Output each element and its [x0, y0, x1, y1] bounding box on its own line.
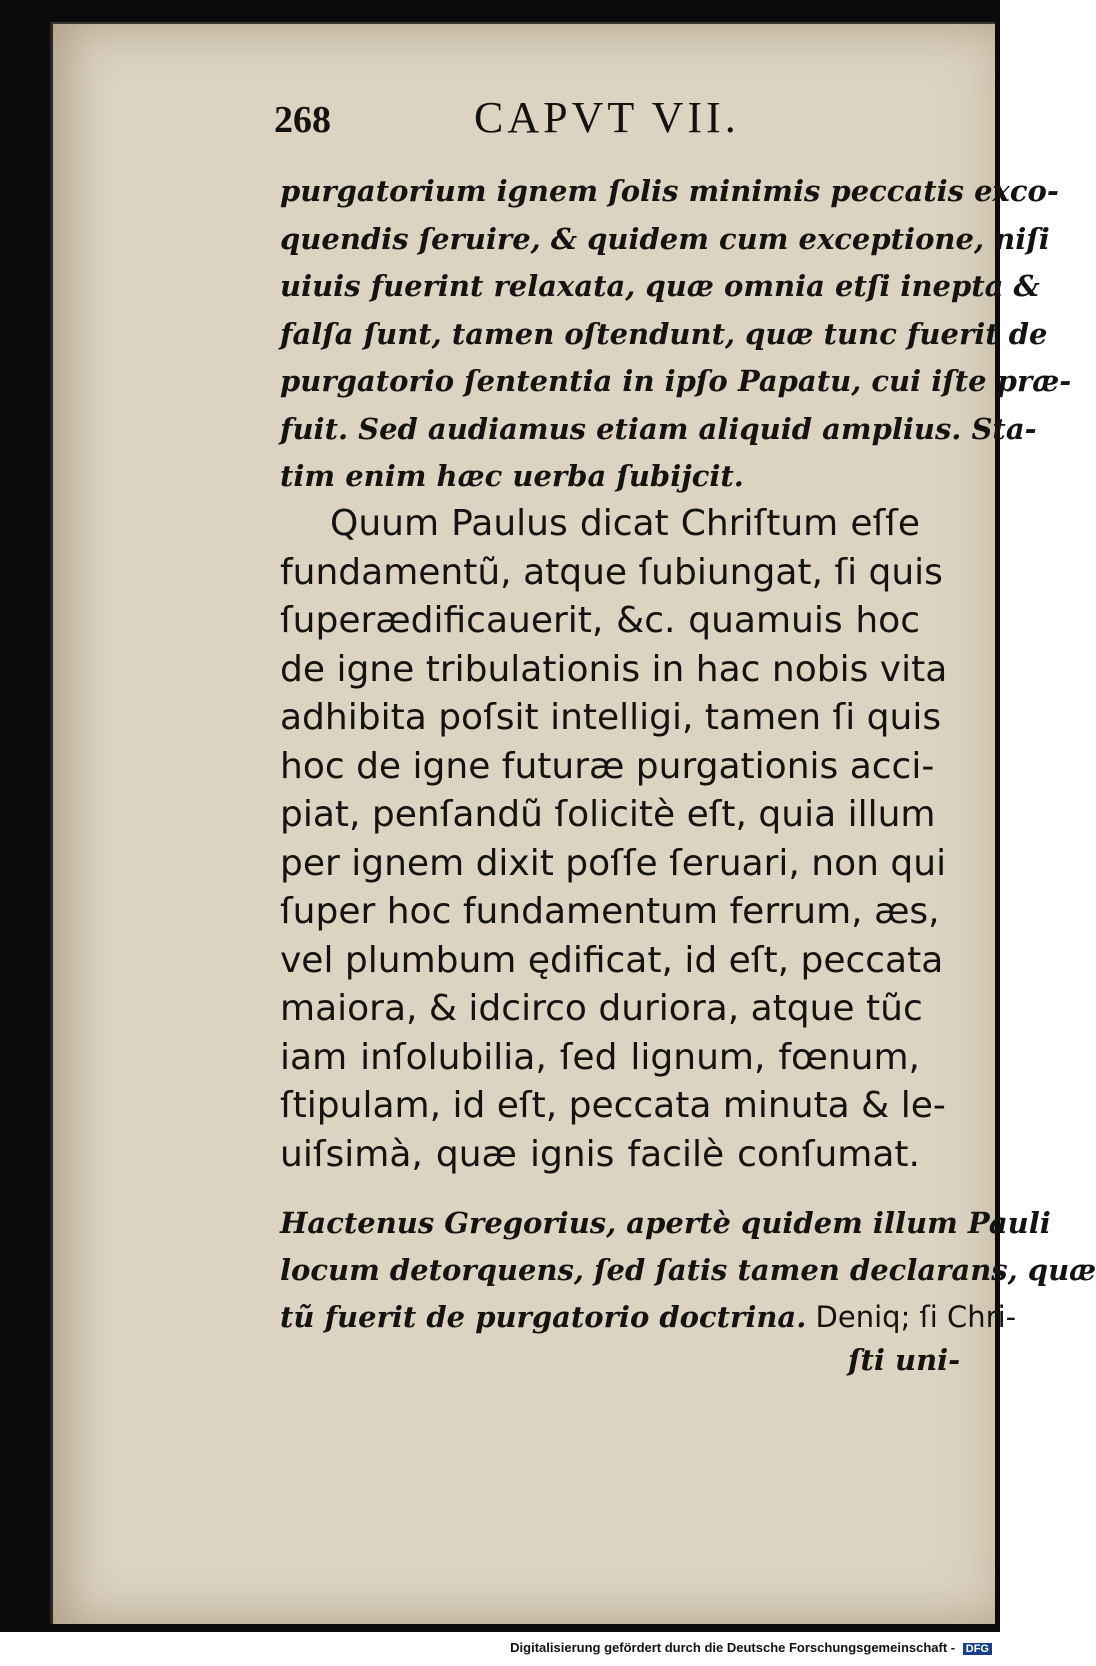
text-line: ſuperædificauerit, &c. quamuis hoc	[280, 600, 920, 641]
text-line: tũ fuerit de purgatorio doctrina.	[280, 1300, 807, 1334]
paragraph-italic-intro	[280, 168, 1072, 501]
text-line: piat, penſandũ ſolicitè eſt, quia illum	[280, 794, 936, 835]
running-head	[274, 92, 914, 142]
text-line: adhibita poſsit intelligi, tamen ſi quis	[280, 697, 942, 738]
text-line: quendis ſeruire, & quidem cum exceptione, niſi	[280, 221, 1050, 256]
credit-text: Digitalisierung gefördert durch die Deutsche Forschungsgemeinschaft -	[510, 1640, 956, 1655]
text-line: purgatorium ignem ſolis minimis peccatis exco-	[280, 174, 1059, 208]
text-line: per ignem dixit poſſe ſeruari, non qui	[280, 842, 947, 884]
text-line: Hactenus Gregorius, apertè quidem illum Pauli	[280, 1206, 1051, 1240]
text-line: fundamentũ, atque ſubiungat, ſi quis	[280, 551, 943, 593]
paragraph-italic-commentary	[280, 1200, 1096, 1341]
text-line: vel plumbum ędificat, id eſt, peccata	[280, 939, 944, 981]
text-line: Quum Paulus dicat Chriſtum eſſe	[330, 503, 920, 544]
text-line: uiuis fuerint relaxata, quæ omnia etſi inepta &	[280, 269, 1040, 303]
text-line: iam inſolubilia, ſed lignum, fœnum,	[280, 1036, 920, 1078]
text-line: purgatorio ſententia in ipſo Papatu, cui iſte præ-	[280, 364, 1072, 398]
text-line: locum detorquens, ſed ſatis tamen declarans, quæ	[280, 1253, 1096, 1287]
text-line: hoc de igne futuræ purgationis acci-	[280, 745, 935, 787]
text-line: ſtipulam, id eſt, peccata minuta & le-	[280, 1085, 946, 1126]
text-line: tim enim hæc uerba ſubijcit.	[280, 459, 744, 493]
text-line: maiora, & idcirco duriora, atque tũc	[280, 988, 923, 1029]
dfg-logo-icon: DFG	[963, 1643, 992, 1655]
text-line: falſa ſunt, tamen oſtendunt, quæ tunc fuerit de	[280, 316, 1048, 351]
paragraph-roman-quotation	[280, 500, 948, 1179]
catchword: ſti uni-	[848, 1343, 961, 1377]
text-line: de igne tribulationis in hac nobis vita	[280, 648, 948, 690]
chapter-title: CAPVT VII.	[474, 93, 740, 142]
digitization-credit	[0, 1640, 992, 1655]
page-number: 268	[274, 99, 331, 141]
text-line-with-tail	[280, 1294, 1017, 1341]
text-line: ſuper hoc fundamentum ferrum, æs,	[280, 891, 940, 932]
text-line: uiſsimà, quæ ignis facilè conſumat.	[280, 1133, 920, 1175]
text-line-tail: Deniq; ſi Chri-	[806, 1300, 1017, 1334]
text-line: fuit. Sed audiamus etiam aliquid amplius. Sta-	[280, 411, 1037, 446]
